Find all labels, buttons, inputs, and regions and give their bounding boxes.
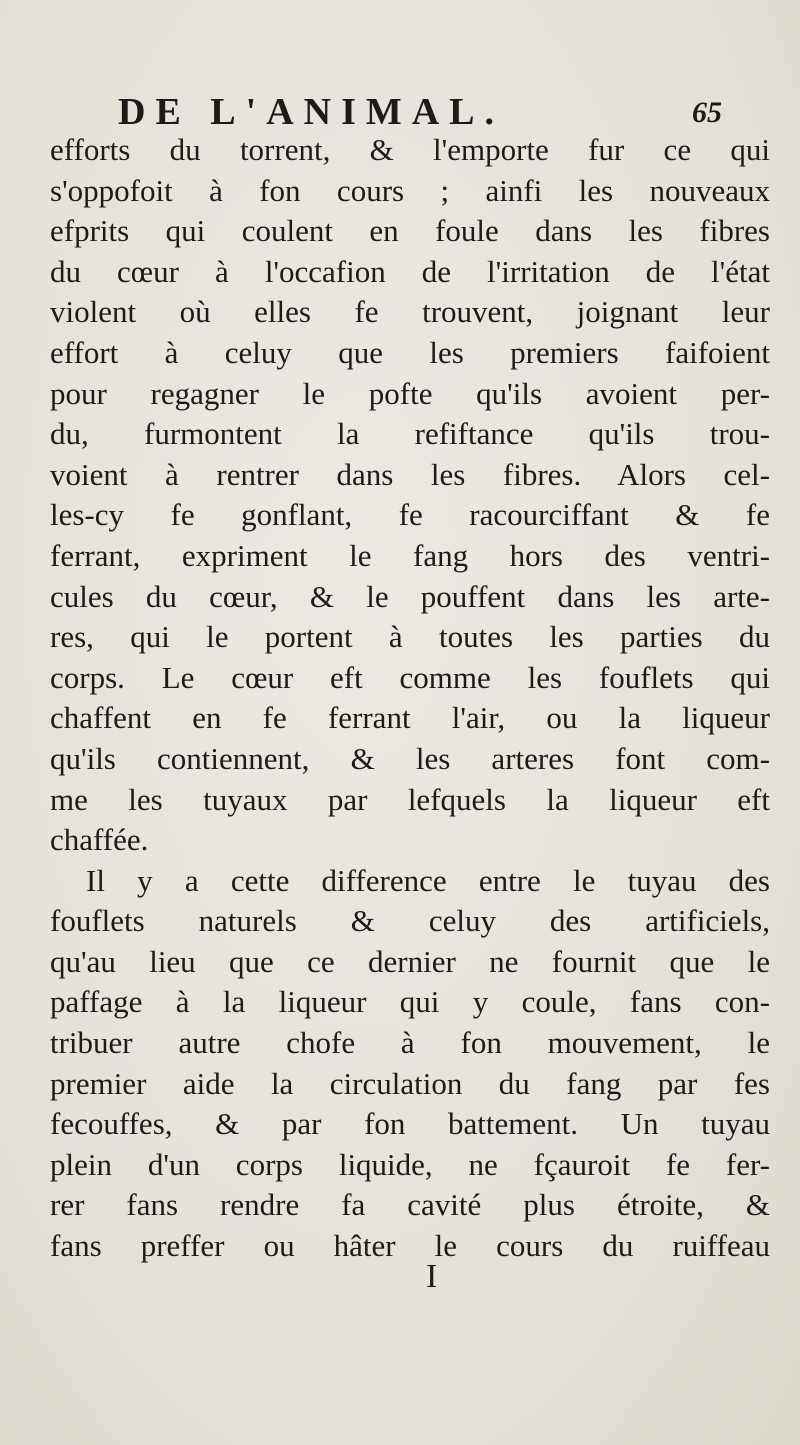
text-line: res, qui le portent à toutes les parties du — [50, 619, 770, 655]
text-line: les-cy fe gonflant, fe racourciffant & fe — [50, 497, 770, 533]
text-line: paffage à la liqueur qui y coule, fans con- — [50, 984, 770, 1020]
text-line: efprits qui coulent en foule dans les fibres — [50, 213, 770, 249]
body-text — [50, 130, 770, 1267]
text-line: fouflets naturels & celuy des artificiels, — [50, 903, 770, 939]
text-line: corps. Le cœur eft comme les fouflets qui — [50, 659, 770, 695]
text-line: du, furmontent la refiftance qu'ils trou- — [50, 416, 770, 452]
text-line: premier aide la circulation du fang par fes — [50, 1065, 770, 1101]
text-line: me les tuyaux par lefquels la liqueur eft — [50, 781, 770, 817]
text-line: plein d'un corps liquide, ne fçauroit fe fer- — [50, 1146, 770, 1182]
text-line: voient à rentrer dans les fibres. Alors cel- — [50, 456, 770, 492]
text-line: fecouffes, & par fon battement. Un tuyau — [50, 1106, 770, 1142]
text-line: Il y a cette difference entre le tuyau des — [86, 862, 770, 898]
text-line: qu'ils contiennent, & les arteres font com- — [50, 740, 770, 776]
text-line: pour regagner le pofte qu'ils avoient per- — [50, 375, 770, 411]
text-line: violent où elles fe trouvent, joignant leur — [50, 294, 770, 330]
running-head: DE L'ANIMAL. — [118, 91, 505, 133]
text-line: chaffée. — [50, 822, 149, 858]
signature-mark: I — [426, 1258, 438, 1295]
text-line: qu'au lieu que ce dernier ne fournit que le — [50, 943, 770, 979]
text-line: rer fans rendre fa cavité plus étroite, & — [50, 1187, 770, 1223]
text-line: s'oppofoit à fon cours ; ainfi les nouveaux — [50, 172, 770, 208]
text-line: ferrant, expriment le fang hors des ventri- — [50, 537, 770, 573]
text-line: chaffent en fe ferrant l'air, ou la liqueur — [50, 700, 770, 736]
text-line: fans preffer ou hâter le cours du ruiffeau — [50, 1228, 770, 1264]
text-line: tribuer autre chofe à fon mouvement, le — [50, 1025, 770, 1061]
text-line: efforts du torrent, & l'emporte fur ce qui — [50, 132, 770, 167]
page-number: 65 — [692, 96, 722, 129]
text-line: cules du cœur, & le pouffent dans les arte- — [50, 578, 770, 614]
text-line: effort à celuy que les premiers faifoient — [50, 334, 770, 370]
text-line: du cœur à l'occafion de l'irritation de l'état — [50, 253, 770, 289]
